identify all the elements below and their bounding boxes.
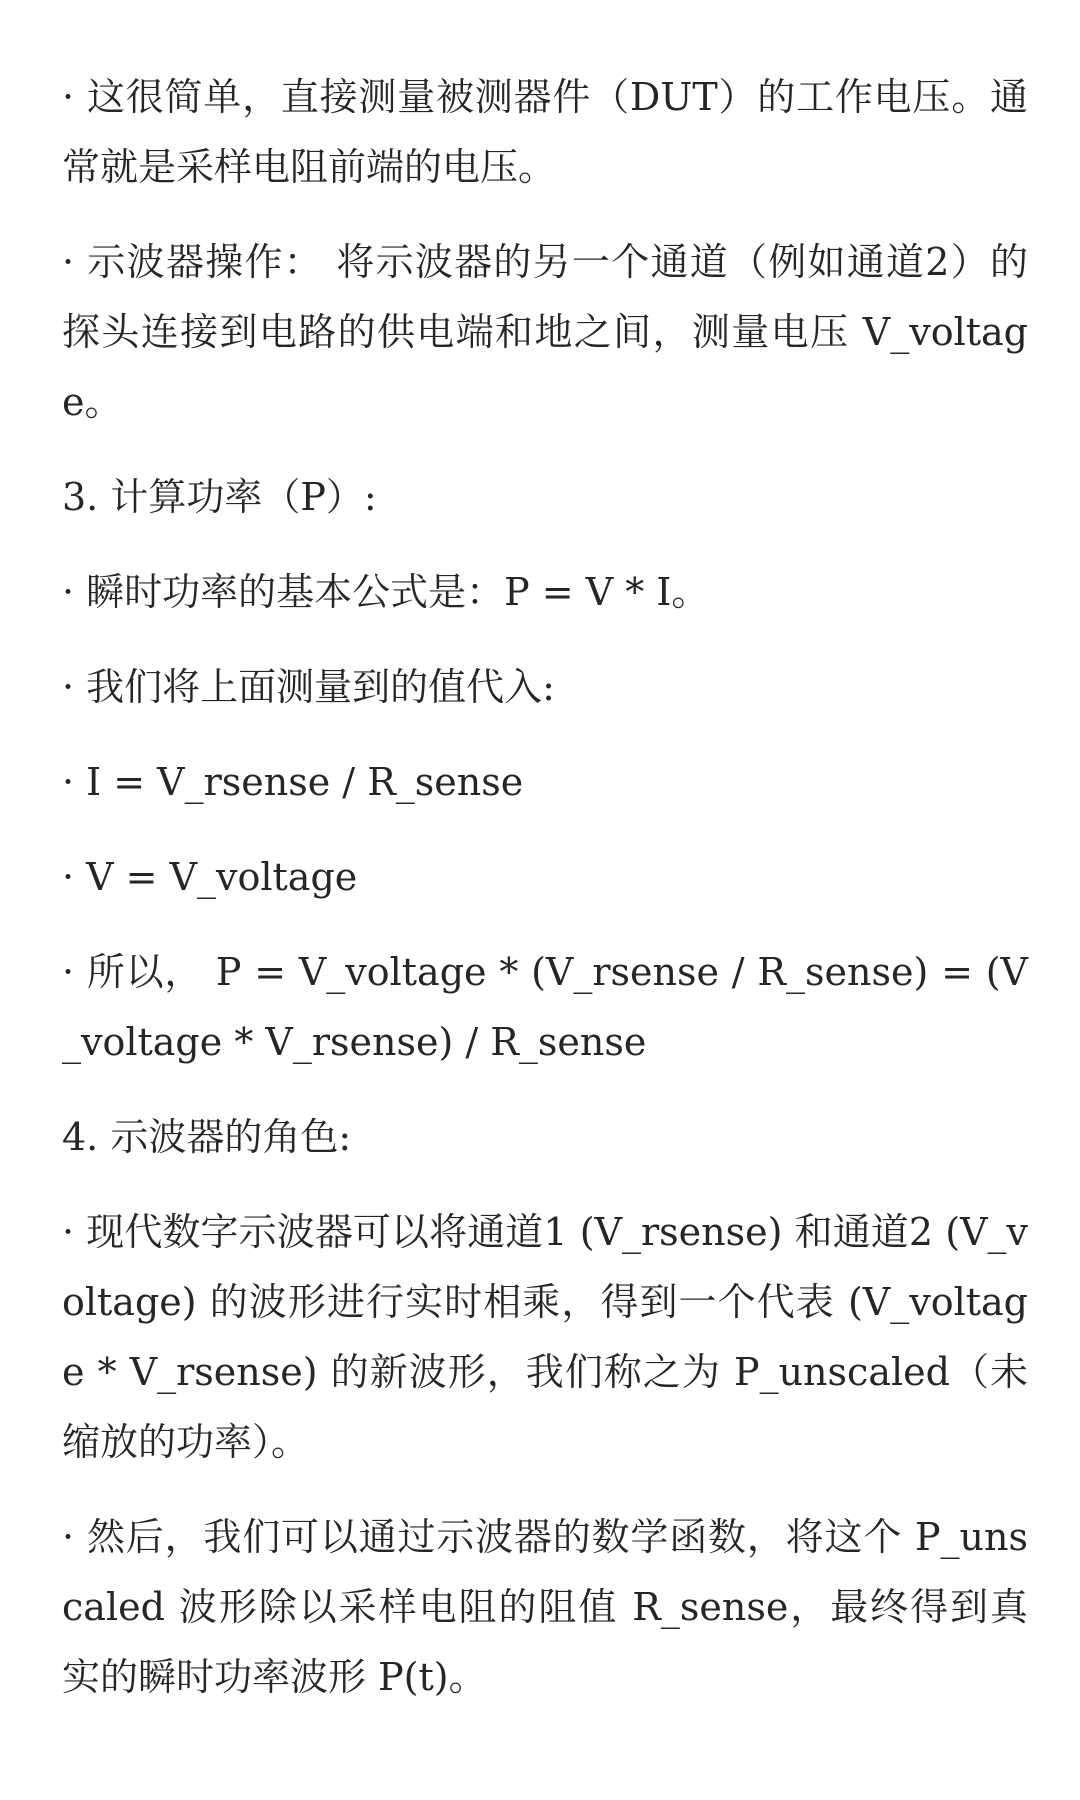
paragraph-channel-multiply: · 现代数字示波器可以将通道1 (V_rsense) 和通道2 (V_voltage) 的波形进行实时相乘，得到一个代表 (V_voltage * V_rsense) 的新波形，我们称之为 P_unscaled（未缩放的功率）。	[62, 1210, 1028, 1464]
formula-power-result: · 所以， P = V_voltage * (V_rsense / R_sense) = (V_voltage * V_rsense) / R_sense	[62, 950, 1028, 1064]
formula-current: · I = V_rsense / R_sense	[62, 760, 524, 804]
paragraph-math-function: · 然后，我们可以通过示波器的数学函数，将这个 P_unscaled 波形除以采样电阻的阻值 R_sense，最终得到真实的瞬时功率波形 P(t)。	[62, 1515, 1028, 1699]
formula-voltage: · V = V_voltage	[62, 855, 358, 899]
heading-scope-role: 4. 示波器的角色:	[62, 1115, 352, 1159]
heading-calculate-power: 3. 计算功率（P）:	[62, 475, 377, 519]
paragraph-power-formula: · 瞬时功率的基本公式是：P = V * I。	[62, 570, 710, 614]
paragraph-substitute-values: · 我们将上面测量到的值代入:	[62, 665, 555, 709]
article-body	[62, 62, 1028, 1737]
paragraph-dut-voltage: · 这很简单，直接测量被测器件（DUT）的工作电压。通常就是采样电阻前端的电压。	[62, 75, 1028, 189]
paragraph-scope-operation: · 示波器操作： 将示波器的另一个通道（例如通道2）的探头连接到电路的供电端和地之间，测量电压 V_voltage。	[62, 240, 1028, 424]
